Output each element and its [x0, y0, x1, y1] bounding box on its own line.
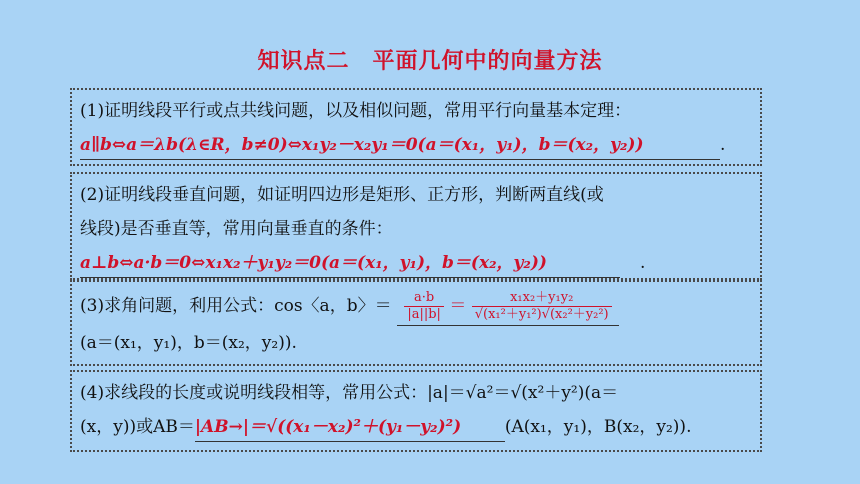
- item-perpendicular: [70, 172, 762, 280]
- item4-text2a: (x，y))或AB＝: [80, 417, 195, 437]
- item2-text2: 线段)是否垂直等，常用向量垂直的条件：: [80, 219, 393, 239]
- item-length: [70, 370, 762, 452]
- item3-text2: (a＝(x₁，y₁)，b＝(x₂，y₂)).: [80, 333, 297, 353]
- item2-text1: (2)证明线段垂直问题，如证明四边形是矩形、正方形，判断两直线(或: [80, 185, 604, 205]
- item3-text: (3)求角问题，利用公式：cos〈a，b〉＝: [80, 296, 392, 316]
- item1-end: .: [720, 135, 726, 155]
- item-angle: [70, 280, 762, 366]
- item4-text: (4)求线段的长度或说明线段相等，常用公式：|a|＝√a²＝√(x²＋y²)(a＝: [80, 383, 619, 403]
- item3-frac1: $\frac{a\cdot b}{|a||b|}$: [404, 290, 444, 323]
- item1-text: (1)证明线段平行或点共线问题，以及相似问题，常用平行向量基本定理：: [80, 101, 632, 121]
- item2-answer: a⊥b⇔a·b＝0⇔x₁x₂＋y₁y₂＝0(a＝(x₁，y₁)，b＝(x₂，y₂)): [80, 249, 620, 278]
- item3-frac2: $\frac{\text{x₁x₂＋y₁y₂}}{\text{√(x₁²＋y₁²)√(x₂²＋y₂²)}}$: [472, 290, 612, 323]
- item4-text2b: (A(x₁，y₁)，B(x₂，y₂)).: [504, 417, 692, 437]
- item3-answer: $\frac{a\cdot b}{|a||b|}$ ＝ $\frac{\text{x₁x₂＋y₁y₂}}{\text{√(x₁²＋y₁²)√(x₂²＋y₂²)}}$: [397, 290, 619, 326]
- item1-answer: a∥b⇔a＝λb(λ∈R，b≠0)⇔x₁y₂－x₂y₁＝0(a＝(x₁，y₁)，b＝(x₂，y₂)): [80, 131, 720, 160]
- item2-end: .: [640, 253, 646, 273]
- item4-answer: |AB→|＝√((x₁－x₂)²＋(y₁－y₂)²): [195, 413, 505, 442]
- item-parallel: [70, 88, 762, 166]
- page-title: 知识点二 平面几何中的向量方法: [257, 49, 603, 74]
